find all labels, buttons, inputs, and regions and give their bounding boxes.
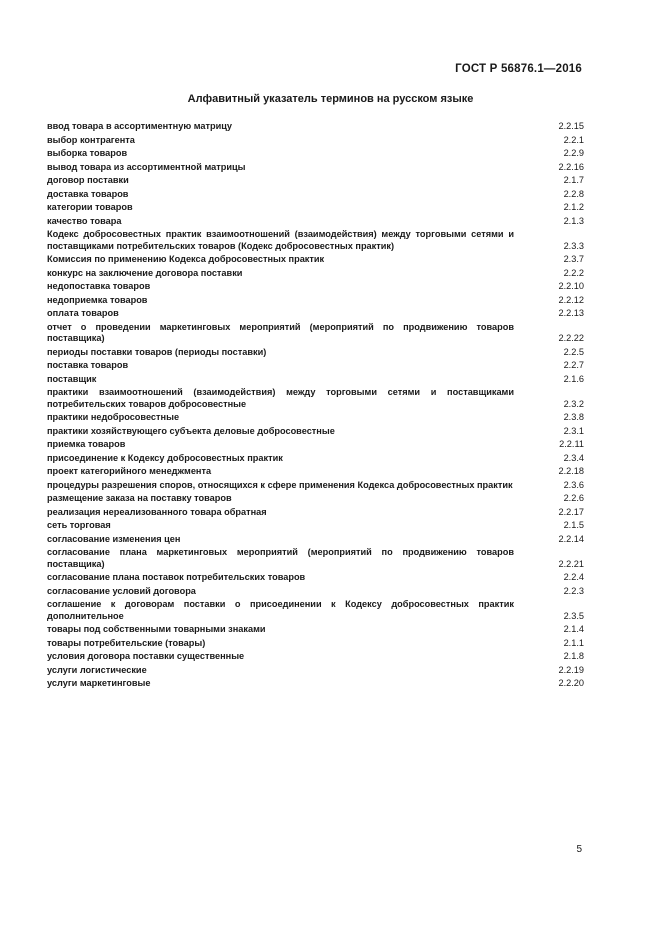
index-entry [47,148,584,160]
index-reference: 2.3.7 [563,254,584,264]
index-term: соглашение к договорам поставки о присоединении к Кодексу добросовестных практик дополнительное [47,599,514,621]
index-title: Алфавитный указатель терминов на русском языке [187,93,474,105]
index-reference: 2.1.6 [563,373,584,384]
index-entry [47,439,584,451]
index-term: процедуры разрешения споров, относящихся к сфере применения Кодекса добросовестных практик [47,479,513,490]
index-entry [47,347,584,359]
index-entry [47,480,584,492]
index-reference: 2.2.7 [563,360,584,370]
index-term: вывод товара из ассортиментной матрицы [47,161,246,172]
index-entry [47,453,584,465]
index-entry [47,426,584,438]
index-term: практики взаимоотношений (взаимодействия) между торговыми сетями и поставщиками потребительских товаров добросовестные [47,387,514,409]
index-reference: 2.2.17 [558,506,584,517]
index-term: ввод товара в ассортиментную матрицу [47,121,233,131]
index-reference: 2.1.7 [563,175,584,185]
index-entry [47,374,584,386]
index-reference: 2.2.6 [563,493,584,503]
index-reference: 2.1.1 [563,637,584,648]
index-reference: 2.2.8 [563,188,584,199]
index-entry [47,466,584,478]
index-term: услуги маркетинговые [47,678,151,688]
index-entry [47,665,584,677]
index-term: недоприемка товаров [47,294,148,305]
index-reference: 2.2.9 [563,148,584,158]
index-term: отчет о проведении маркетинговых мероприятий (мероприятий по продвижению товаров поставщика) [47,321,514,343]
index-term: качество товара [47,215,122,226]
index-term: договор поставки [47,175,129,185]
index-reference: 2.2.12 [558,294,584,305]
index-term: недопоставка товаров [47,281,151,291]
index-term: присоединение к Кодексу добросовестных практик [47,452,283,463]
index-entry [47,387,584,410]
index-entry [47,216,584,228]
index-reference: 2.2.14 [558,533,584,544]
index-term: Кодекс добросовестных практик взаимоотношений (взаимодействия) между торговыми сетями и поставщиками потребительских товаров (Кодекс добросовестных практик) [47,229,514,251]
index-reference: 2.1.8 [563,651,584,661]
index-entry [47,308,584,320]
index-reference: 2.2.16 [558,161,584,172]
index-term: согласование изменения цен [47,533,181,544]
index-reference: 2.3.6 [563,479,584,490]
index-reference: 2.2.5 [563,346,584,357]
index-entry [47,295,584,307]
index-term: поставщик [47,373,97,384]
index-entry [47,586,584,598]
index-term: согласование плана маркетинговых мероприятий (мероприятий по продвижению товаров поставщика) [47,547,514,569]
index-reference: 2.3.3 [563,240,584,251]
index-entry [47,493,584,505]
index-term: доставка товаров [47,188,129,199]
index-term: размещение заказа на поставку товаров [47,493,232,503]
index-entry [47,412,584,424]
index-reference: 2.2.10 [558,281,584,291]
index-entry [47,229,584,252]
index-reference: 2.2.3 [563,585,584,596]
index-entry [47,572,584,584]
index-entry [47,599,584,622]
page-number: 5 [576,844,582,855]
index-entry [47,360,584,372]
index-entry [47,322,584,345]
index-reference: 2.3.1 [563,425,584,436]
index-term: выборка товаров [47,148,128,158]
index-reference: 2.2.13 [558,308,584,318]
index-term: согласование плана поставок потребительских товаров [47,572,306,582]
index-reference: 2.3.5 [563,610,584,621]
index-reference: 2.2.1 [563,134,584,145]
index-reference: 2.1.2 [563,202,584,212]
index-reference: 2.2.2 [563,267,584,278]
index-entry [47,520,584,532]
index-entry [47,638,584,650]
index-entry [47,678,584,690]
index-entry [47,189,584,201]
index-entry [47,175,584,187]
index-reference: 2.3.2 [563,398,584,409]
index-term: условия договора поставки существенные [47,651,245,661]
index-reference: 2.2.15 [558,121,584,131]
document-code: ГОСТ Р 56876.1—2016 [455,63,582,75]
index-reference: 2.2.11 [559,439,584,449]
index-entry [47,268,584,280]
index-term: категории товаров [47,202,133,212]
index-entry [47,534,584,546]
index-term: оплата товаров [47,308,119,318]
index-term: товары потребительские (товары) [47,637,206,648]
index-term: практики хозяйствующего субъекта деловые добросовестные [47,425,335,436]
index-term: реализация нереализованного товара обратная [47,506,267,517]
index-reference: 2.2.22 [558,333,584,343]
index-reference: 2.3.4 [563,452,584,463]
index-reference: 2.2.19 [558,664,584,675]
index-entry [47,162,584,174]
index-term: приемка товаров [47,439,126,449]
index-reference: 2.1.4 [563,624,584,634]
index-term: периоды поставки товаров (периоды поставки) [47,346,267,357]
index-reference: 2.2.20 [558,678,584,688]
index-term: Комиссия по применению Кодекса добросовестных практик [47,254,325,264]
index-term: конкурс на заключение договора поставки [47,267,243,278]
index-term: проект категорийного менеджмента [47,466,212,476]
index-term: согласование условий договора [47,585,196,596]
index-term: сеть торговая [47,520,111,530]
index-term: поставка товаров [47,360,129,370]
index-entry [47,135,584,147]
index-term: практики недобросовестные [47,412,180,422]
index-reference: 2.3.8 [563,412,584,422]
index-entry [47,624,584,636]
index-entry [47,547,584,570]
index-entry [47,121,584,133]
index-reference: 2.1.5 [563,520,584,530]
index-entry [47,651,584,663]
index-term: выбор контрагента [47,134,135,145]
index-reference: 2.1.3 [563,215,584,226]
index-entry [47,281,584,293]
term-index [47,121,584,692]
index-entry [47,507,584,519]
index-reference: 2.2.18 [558,466,584,476]
index-term: товары под собственными товарными знаками [47,624,266,634]
index-entry [47,254,584,266]
index-entry [47,202,584,214]
index-reference: 2.2.21 [558,558,584,569]
index-reference: 2.2.4 [563,572,584,582]
index-term: услуги логистические [47,664,147,675]
